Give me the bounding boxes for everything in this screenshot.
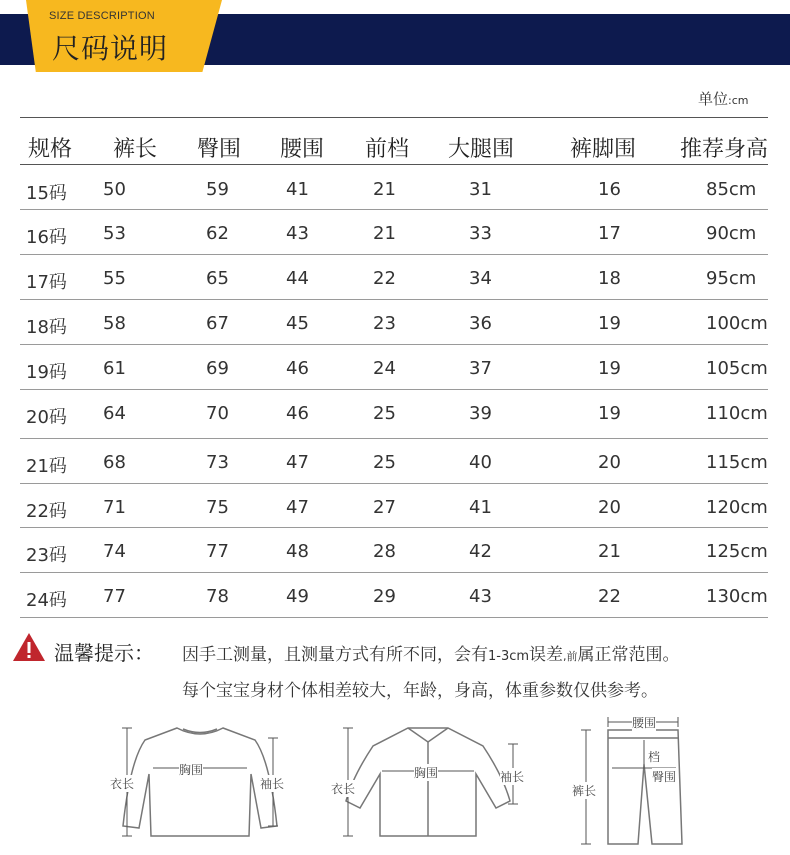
pants-diagram xyxy=(570,712,690,850)
cell-hem: 19 xyxy=(598,403,621,424)
cell-length: 61 xyxy=(103,358,126,379)
cell-hem: 22 xyxy=(598,586,621,607)
cell-waist: 48 xyxy=(286,541,309,562)
cell-rise: 21 xyxy=(373,223,396,244)
cell-height: 125cm xyxy=(706,541,768,562)
table-header-border xyxy=(20,164,768,165)
row-divider xyxy=(20,438,768,439)
sweater-diagram xyxy=(105,716,295,846)
row-divider xyxy=(20,483,768,484)
cell-hem: 20 xyxy=(598,497,621,518)
row-divider xyxy=(20,299,768,300)
tip-line-2: 每个宝宝身材个体相差较大，年龄，身高，体重参数仅供参考。 xyxy=(182,681,658,701)
sweater-chest-label: 胸围 xyxy=(179,763,204,777)
cell-height: 115cm xyxy=(706,452,768,473)
cell-hip: 70 xyxy=(206,403,229,424)
cell-rise: 23 xyxy=(373,313,396,334)
cell-length: 55 xyxy=(103,268,126,289)
cell-hem: 17 xyxy=(598,223,621,244)
row-divider xyxy=(20,209,768,210)
pants-length-label: 裤长 xyxy=(572,784,597,798)
shirt-length-label: 衣长 xyxy=(331,782,356,796)
cell-height: 130cm xyxy=(706,586,768,607)
cell-hip: 67 xyxy=(206,313,229,334)
cell-waist: 47 xyxy=(286,497,309,518)
shirt-diagram xyxy=(328,716,528,846)
shirt-outline-icon xyxy=(328,716,528,846)
cell-hip: 78 xyxy=(206,586,229,607)
cell-size: 20码 xyxy=(26,407,67,428)
cell-size: 23码 xyxy=(26,545,67,566)
table-top-border xyxy=(20,117,768,118)
cell-size: 21码 xyxy=(26,456,67,477)
cell-waist: 44 xyxy=(286,268,309,289)
row-divider xyxy=(20,572,768,573)
cell-thigh: 39 xyxy=(469,403,492,424)
cell-size: 19码 xyxy=(26,362,67,383)
cell-waist: 46 xyxy=(286,403,309,424)
cell-thigh: 33 xyxy=(469,223,492,244)
cell-thigh: 41 xyxy=(469,497,492,518)
cell-thigh: 37 xyxy=(469,358,492,379)
page-title: 尺码说明 xyxy=(52,32,169,65)
header-subtitle: SIZE DESCRIPTION xyxy=(49,10,155,22)
cell-waist: 41 xyxy=(286,179,309,200)
cell-size: 16码 xyxy=(26,227,67,248)
cell-rise: 24 xyxy=(373,358,396,379)
cell-hem: 21 xyxy=(598,541,621,562)
cell-length: 50 xyxy=(103,179,126,200)
cell-rise: 27 xyxy=(373,497,396,518)
cell-length: 71 xyxy=(103,497,126,518)
cell-rise: 29 xyxy=(373,586,396,607)
cell-height: 100cm xyxy=(706,313,768,334)
col-hem: 裤脚围 xyxy=(570,137,637,162)
cell-length: 68 xyxy=(103,452,126,473)
col-waist: 腰围 xyxy=(280,137,325,162)
col-height: 推荐身高 xyxy=(680,137,769,162)
cell-hip: 65 xyxy=(206,268,229,289)
row-divider xyxy=(20,617,768,618)
cell-thigh: 36 xyxy=(469,313,492,334)
cell-rise: 22 xyxy=(373,268,396,289)
cell-hem: 19 xyxy=(598,313,621,334)
cell-size: 17码 xyxy=(26,272,67,293)
cell-hip: 69 xyxy=(206,358,229,379)
sweater-sleeve-label: 袖长 xyxy=(260,777,285,791)
tips-label: 温馨提示： xyxy=(54,641,154,665)
cell-height: 120cm xyxy=(706,497,768,518)
cell-height: 95cm xyxy=(706,268,757,289)
cell-waist: 46 xyxy=(286,358,309,379)
pants-rise-label: 档 xyxy=(648,750,661,764)
cell-thigh: 43 xyxy=(469,586,492,607)
cell-hem: 20 xyxy=(598,452,621,473)
cell-hem: 16 xyxy=(598,179,621,200)
cell-waist: 49 xyxy=(286,586,309,607)
warning-icon xyxy=(12,632,46,662)
cell-rise: 25 xyxy=(373,452,396,473)
col-thigh: 大腿围 xyxy=(448,137,515,162)
col-size: 规格 xyxy=(28,137,73,162)
cell-thigh: 34 xyxy=(469,268,492,289)
cell-size: 18码 xyxy=(26,317,67,338)
cell-size: 24码 xyxy=(26,590,67,611)
cell-rise: 21 xyxy=(373,179,396,200)
cell-height: 85cm xyxy=(706,179,757,200)
cell-height: 90cm xyxy=(706,223,757,244)
cell-height: 110cm xyxy=(706,403,768,424)
cell-hip: 59 xyxy=(206,179,229,200)
cell-thigh: 31 xyxy=(469,179,492,200)
col-length: 裤长 xyxy=(113,137,158,162)
cell-hip: 73 xyxy=(206,452,229,473)
cell-rise: 25 xyxy=(373,403,396,424)
shirt-chest-label: 胸围 xyxy=(414,766,439,780)
cell-waist: 47 xyxy=(286,452,309,473)
sweater-length-label: 衣长 xyxy=(110,777,135,791)
cell-thigh: 42 xyxy=(469,541,492,562)
cell-length: 53 xyxy=(103,223,126,244)
cell-length: 64 xyxy=(103,403,126,424)
cell-height: 105cm xyxy=(706,358,768,379)
cell-length: 58 xyxy=(103,313,126,334)
cell-hip: 75 xyxy=(206,497,229,518)
unit-note: 单位:cm xyxy=(698,90,749,108)
cell-hip: 62 xyxy=(206,223,229,244)
row-divider xyxy=(20,389,768,390)
pants-hip-label: 臀围 xyxy=(652,770,677,784)
cell-thigh: 40 xyxy=(469,452,492,473)
pants-waist-label: 腰围 xyxy=(632,716,657,730)
cell-size: 15码 xyxy=(26,183,67,204)
cell-waist: 45 xyxy=(286,313,309,334)
cell-hip: 77 xyxy=(206,541,229,562)
cell-length: 74 xyxy=(103,541,126,562)
cell-hem: 18 xyxy=(598,268,621,289)
row-divider xyxy=(20,527,768,528)
tip-line-1: 因手工测量，且测量方式有所不同，会有1-3cm误差,前属正常范围。 xyxy=(182,645,680,665)
col-rise: 前档 xyxy=(365,137,410,162)
cell-rise: 28 xyxy=(373,541,396,562)
cell-size: 22码 xyxy=(26,501,67,522)
col-hip: 臀围 xyxy=(197,137,242,162)
cell-hem: 19 xyxy=(598,358,621,379)
cell-waist: 43 xyxy=(286,223,309,244)
row-divider xyxy=(20,344,768,345)
shirt-sleeve-label: 袖长 xyxy=(500,770,525,784)
cell-length: 77 xyxy=(103,586,126,607)
row-divider xyxy=(20,254,768,255)
